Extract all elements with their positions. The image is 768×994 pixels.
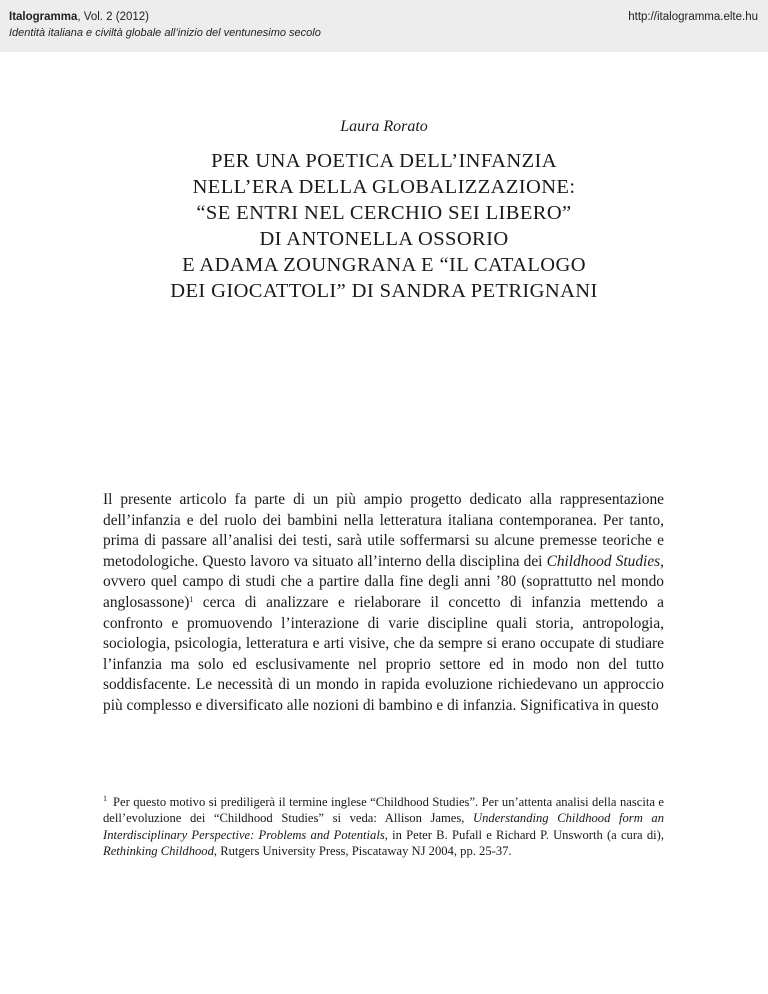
footnote-reference[interactable]: 1 — [189, 594, 194, 604]
body-text-segment: , ovvero quel campo di studi che a partire dalla fine degli anni ’80 (soprattutto nel mondo anglosassone) — [103, 552, 664, 611]
article-author: Laura Rorato — [340, 118, 428, 135]
title-line: “SE ENTRI NEL CERCHIO SEI LIBERO” — [196, 202, 572, 224]
footnote-number: 1 — [103, 794, 107, 803]
article-title — [0, 148, 768, 304]
footnote-text: Per questo motivo si prediligerà il termine inglese “Childhood Studies”. Per un’attenta analisi della nascita e dell’evoluzione dei “Childhood Studies” si veda: Allison James, — [103, 795, 664, 826]
journal-name: Italogramma — [9, 11, 78, 23]
body-text-segment: cerca di analizzare e rielaborare il concetto di infanzia mettendo a confronto e promuovendo l’interazione di varie discipline quali storia, antropologia, sociologia, psicologia, letteratura e arti visive, che da sempre si erano occupate di studiare l’infanzia ma solo ed esclusivamente nel proprio settore ed in modo non del tutto soddisfacente. Le necessità di un mondo in rapida evoluzione richiedevano un approccio più complesso e diversificato alle nozioni di bambino e di infanzia. Significativa in questo — [103, 593, 664, 714]
journal-info — [9, 9, 321, 41]
journal-subtitle: Identità italiana e civiltà globale all’inizio del ventunesimo secolo — [9, 27, 321, 39]
body-text-segment: Il presente articolo fa parte di un più ampio progetto dedicato alla rappresentazione dell’infanzia e del ruolo dei bambini nella letteratura italiana contemporanea. Per tanto, prima di passare all’analisi dei testi, sarà utile soffermarsi su alcune premesse teoriche e metodologiche. Questo lavoro va situato all’interno della disciplina dei — [103, 491, 664, 570]
journal-url[interactable]: http://italogramma.elte.hu — [628, 11, 758, 23]
title-line: NELL’ERA DELLA GLOBALIZZAZIONE: — [192, 176, 576, 198]
journal-line — [9, 9, 321, 25]
title-line: DI ANTONELLA OSSORIO — [259, 228, 509, 250]
footnote-text: in Peter B. Pufall e Richard P. Unsworth (a cura di), — [387, 827, 664, 842]
title-line: PER UNA POETICA DELL’INFANZIA — [211, 150, 557, 172]
footnote — [103, 791, 664, 860]
page-header — [0, 0, 768, 52]
footnote-text: , Rutgers University Press, Piscataway NJ 2004, pp. 25-37. — [213, 844, 512, 859]
title-line: E ADAMA ZOUNGRANA E “IL CATALOGO — [182, 254, 586, 276]
journal-volume: , Vol. 2 (2012) — [77, 11, 149, 23]
body-paragraph — [103, 490, 664, 717]
body-italic-term: Childhood Studies — [546, 552, 661, 570]
footnote-italic-title: Understanding Childhood form an Interdisciplinary Perspective: Problems and Potentials, — [103, 811, 664, 842]
title-line: DEI GIOCATTOLI” DI SANDRA PETRIGNANI — [170, 280, 598, 302]
footnote-italic-title: Rethinking Childhood — [103, 844, 214, 859]
